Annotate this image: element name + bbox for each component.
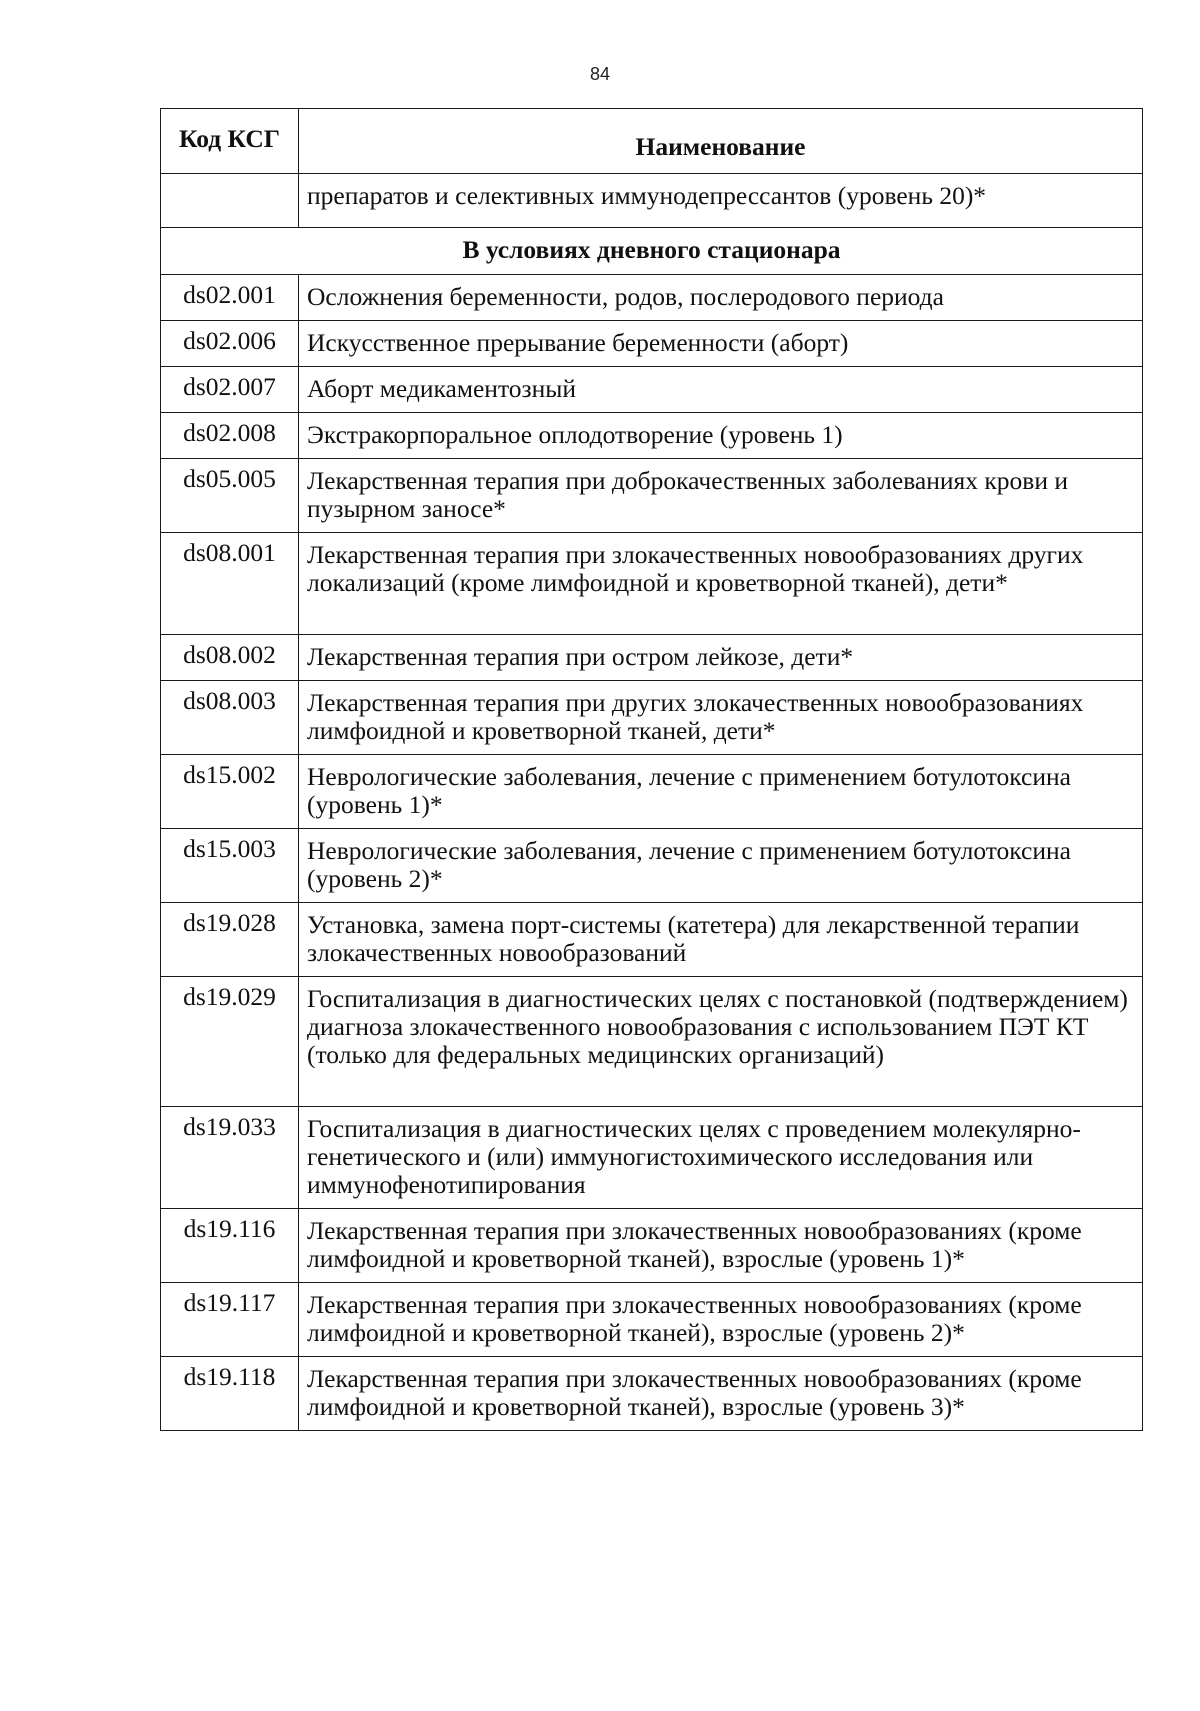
row-code: ds08.001 [161,533,299,635]
row-name: Госпитализация в диагностических целях с постановкой (подтверждением) диагноза злокачественного новообразования с использованием ПЭТ КТ (только для федеральных медицинских организаций) [299,977,1143,1107]
row-code: ds05.005 [161,459,299,533]
table-row [161,367,1143,413]
row-code: ds19.033 [161,1107,299,1209]
row-code: ds02.001 [161,275,299,321]
row-name: Осложнения беременности, родов, послеродового периода [299,275,1143,321]
row-name: Лекарственная терапия при злокачественных новообразованиях (кроме лимфоидной и кроветворной тканей), взрослые (уровень 2)* [299,1283,1143,1357]
row-code: ds19.116 [161,1209,299,1283]
table-row [161,413,1143,459]
row-code: ds08.003 [161,681,299,755]
row-code: ds19.118 [161,1357,299,1431]
row-name: Лекарственная терапия при других злокачественных новообразованиях лимфоидной и кроветворной тканей, дети* [299,681,1143,755]
continuation-row [161,174,1143,228]
row-code: ds08.002 [161,635,299,681]
row-name: Лекарственная терапия при злокачественных новообразованиях (кроме лимфоидной и кроветворной тканей), взрослые (уровень 1)* [299,1209,1143,1283]
table-row [161,1209,1143,1283]
table-row [161,1107,1143,1209]
row-name: Экстракорпоральное оплодотворение (уровень 1) [299,413,1143,459]
section-title: В условиях дневного стационара [161,228,1143,275]
ksg-table [160,108,1143,1431]
row-name: Аборт медикаментозный [299,367,1143,413]
table-row [161,275,1143,321]
table-row [161,681,1143,755]
row-name: Лекарственная терапия при злокачественных новообразованиях (кроме лимфоидной и кроветворной тканей), взрослые (уровень 3)* [299,1357,1143,1431]
page-number: 84 [589,64,611,84]
row-name: Лекарственная терапия при остром лейкозе, дети* [299,635,1143,681]
table-row [161,903,1143,977]
row-code: ds02.007 [161,367,299,413]
row-code: ds15.002 [161,755,299,829]
row-code: ds15.003 [161,829,299,903]
row-name: Искусственное прерывание беременности (аборт) [299,321,1143,367]
row-code: ds02.006 [161,321,299,367]
row-name: Лекарственная терапия при злокачественных новообразованиях других локализаций (кроме лимфоидной и кроветворной тканей), дети* [299,533,1143,635]
row-code: ds19.029 [161,977,299,1107]
row-code: ds19.028 [161,903,299,977]
header-code: Код КСГ [161,109,299,174]
table-row [161,1283,1143,1357]
table-row [161,635,1143,681]
table-row [161,829,1143,903]
continuation-name: препаратов и селективных иммунодепрессантов (уровень 20)* [299,174,1143,228]
row-name: Госпитализация в диагностических целях с проведением молекулярно-генетического и (или) иммуногистохимического исследования или иммунофенотипирования [299,1107,1143,1209]
table-row [161,977,1143,1107]
row-name: Установка, замена порт-системы (катетера) для лекарственной терапии злокачественных новообразований [299,903,1143,977]
row-name: Лекарственная терапия при доброкачественных заболеваниях крови и пузырном заносе* [299,459,1143,533]
continuation-code [161,174,299,228]
section-row [161,228,1143,275]
table-row [161,321,1143,367]
table-row [161,533,1143,635]
table-row [161,459,1143,533]
table-row [161,755,1143,829]
header-name: Наименование [299,109,1143,174]
row-code: ds02.008 [161,413,299,459]
table-row [161,1357,1143,1431]
row-code: ds19.117 [161,1283,299,1357]
table-header-row [161,109,1143,174]
row-name: Неврологические заболевания, лечение с применением ботулотоксина (уровень 1)* [299,755,1143,829]
row-name: Неврологические заболевания, лечение с применением ботулотоксина (уровень 2)* [299,829,1143,903]
